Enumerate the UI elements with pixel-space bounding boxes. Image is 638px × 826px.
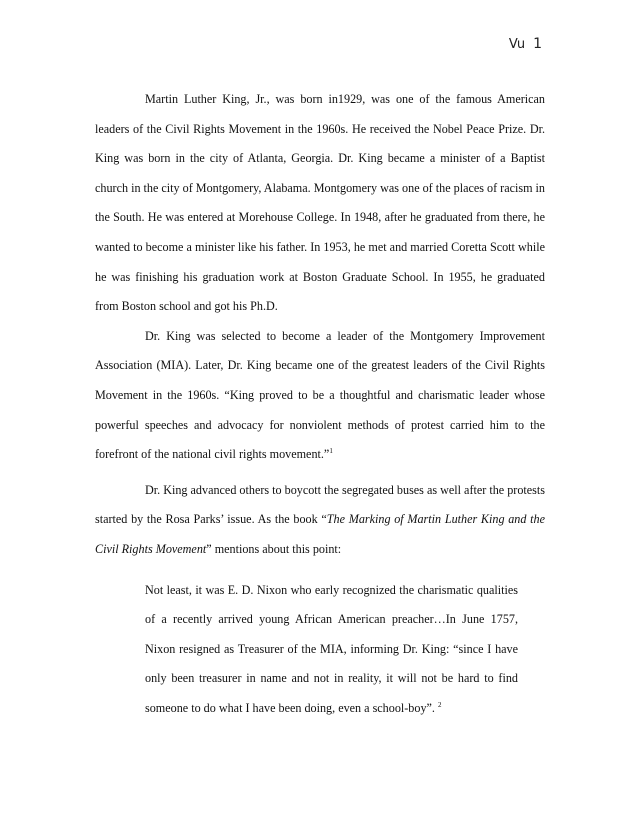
paragraph-3-text-after: ” mentions about this point:	[206, 541, 342, 556]
block-quote-text: Not least, it was E. D. Nixon who early recognized the charismatic qualities of a recently arrived young African American preacher…In June 1757, Nixon resigned as Treasurer of the MIA, informing Dr. King: “since I have only been treasurer in name and not in reality, it will not be hard to find someone to do what I have been doing, even a school-boy”.	[145, 582, 518, 715]
book-title: The Marking of Martin Luther King and the Civil Rights Movement	[95, 512, 545, 556]
footnote-marker-2: 2	[438, 700, 442, 709]
header-author: Vu	[508, 37, 526, 52]
paragraph-1: Martin Luther King, Jr., was born in1929, was one of the famous American leaders of the Civil Rights Movement in the 1960s. He received the Nobel Peace Prize. Dr. King was born in the city of Atlanta, Georgia. Dr. King became a minister of a Baptist church in the city of Montgomery, Alabama. Montgomery was one of the places of racism in the South. He was entered at Morehouse College. In 1948, after he graduated from there, he wanted to become a minister like his father. In 1953, he met and married Coretta Scott while he was finishing his graduation work at Boston Graduate School. In 1955, he graduated from Boston school and got his Ph.D.	[95, 92, 545, 314]
footnote-marker-1: 1	[329, 447, 333, 456]
document-body	[95, 85, 545, 723]
page-number: 1	[533, 36, 542, 52]
paragraph-2-text: Dr. King was selected to become a leader of the Montgomery Improvement Association (MIA). Later, Dr. King became one of the greatest leaders of the Civil Rights Movement in the 1960s. “King proved to be a thoughtful and charismatic leader whose powerful speeches and advocacy for nonviolent methods of protest carried him to the forefront of the national civil rights movement.”	[95, 328, 545, 462]
page-header	[509, 36, 542, 52]
paragraph-2	[95, 322, 545, 470]
block-quote	[145, 576, 518, 724]
paragraph-3-text-before: Dr. King advanced others to boycott the segregated buses as well after the protests started by the Rosa Parks’ issue. As the book “	[95, 482, 545, 527]
paragraph-3	[95, 476, 545, 565]
